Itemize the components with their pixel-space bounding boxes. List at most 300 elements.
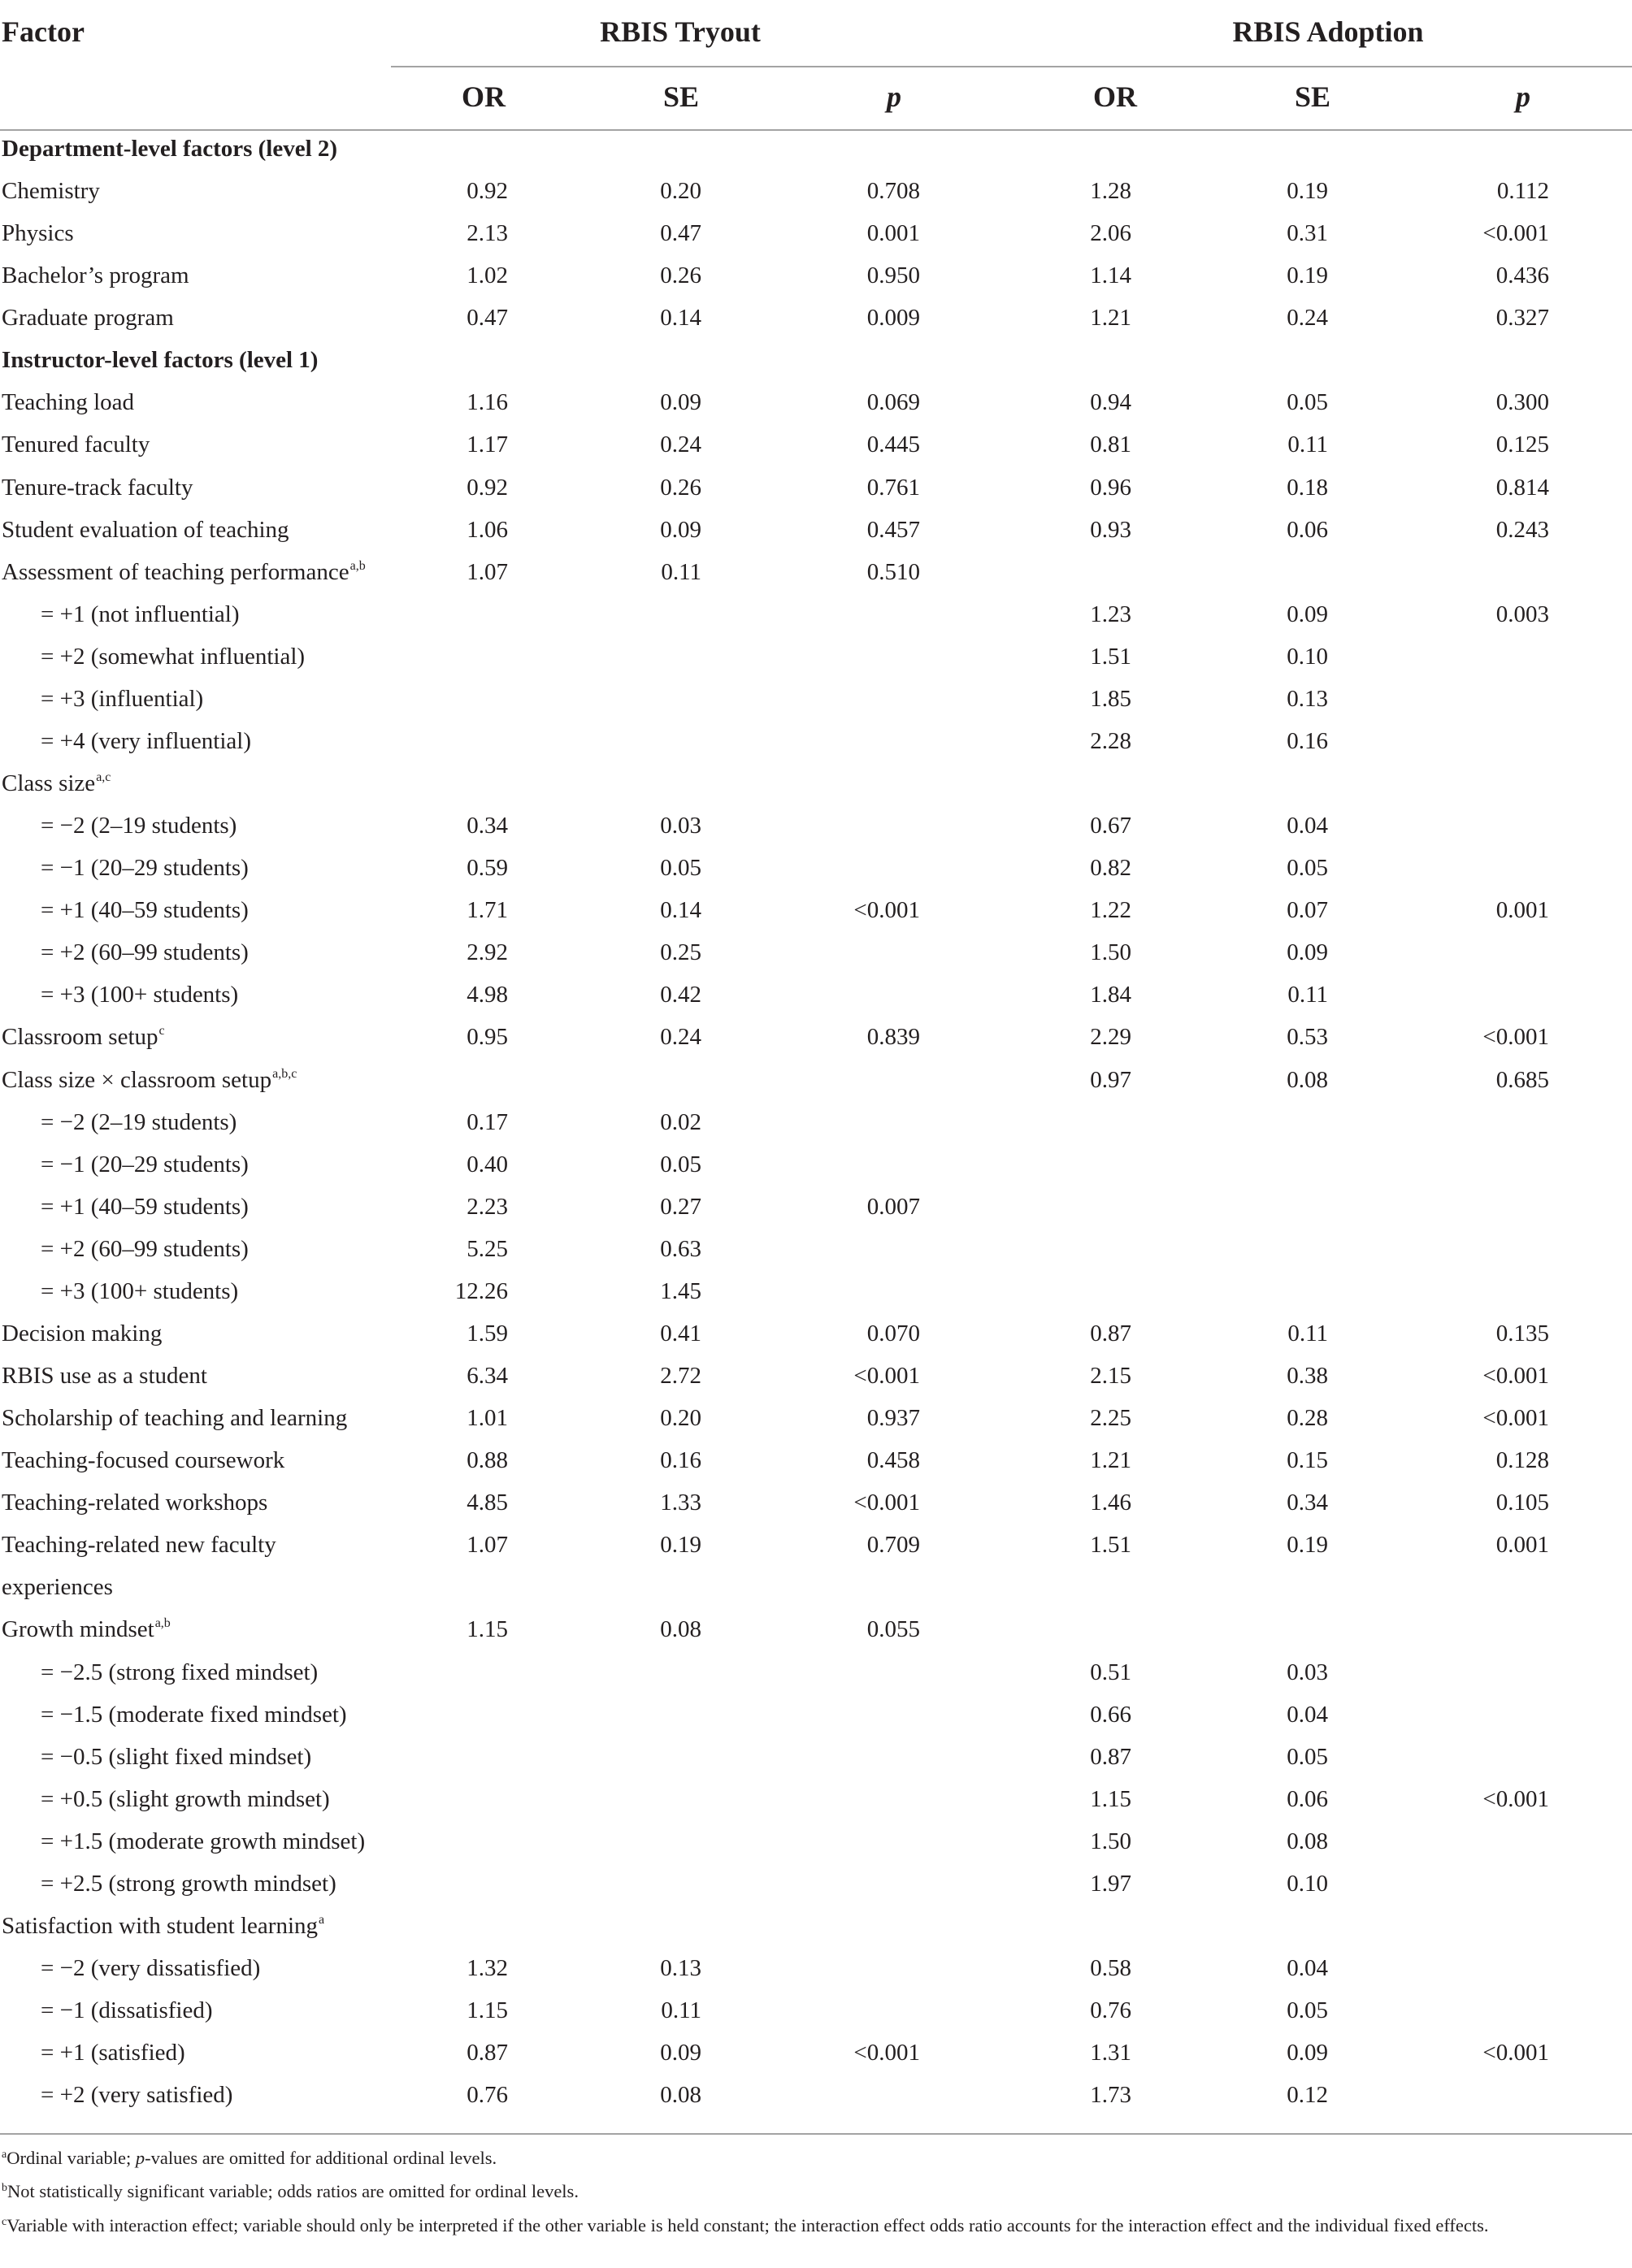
factor-row (0, 762, 1632, 804)
factor-label: Tenure-track faculty (2, 474, 193, 501)
factor-cell (2, 339, 318, 381)
footnote-marker: c (2, 2215, 7, 2228)
factor-cell (41, 1736, 311, 1778)
adoption-p-header: p (1516, 80, 1530, 113)
factor-label: Assessment of teaching performance (2, 558, 349, 585)
adoption-p-value: 0.001 (1495, 1532, 1549, 1559)
ordinal-level-row (0, 804, 1632, 847)
factor-cell (2, 1397, 347, 1439)
factor-cell (41, 593, 240, 635)
level-label: = −1.5 (moderate fixed mindset) (41, 1701, 347, 1728)
ordinal-level-row (0, 593, 1632, 635)
level-label: = +2 (60–99 students) (41, 1235, 249, 1262)
level-label: = −1 (dissatisfied) (41, 1997, 213, 2024)
factor-label: Bachelor’s program (2, 262, 189, 289)
adoption-or-value: 1.51 (1090, 1532, 1131, 1559)
adoption-se-value: 0.09 (1287, 601, 1328, 627)
factor-row (0, 509, 1632, 551)
level-label: = −0.5 (slight fixed mindset) (41, 1743, 312, 1770)
adoption-se-value: 0.24 (1287, 305, 1328, 332)
tryout-p-value: <0.001 (853, 1490, 920, 1516)
factor-row (0, 212, 1632, 254)
factor-cell (41, 804, 237, 847)
adoption-se-value: 0.28 (1287, 1405, 1328, 1432)
factor-label: Teaching load (2, 389, 135, 416)
tryout-se-value: 0.08 (660, 2082, 701, 2109)
level-label: = +1 (40–59 students) (41, 897, 249, 924)
factor-cell (2, 381, 134, 423)
factor-cell (41, 1778, 330, 1820)
level-label: = −1 (20–29 students) (41, 855, 249, 882)
footnote-reference: a,b (154, 1616, 171, 1631)
footnote-a (2, 2143, 1607, 2176)
factor-row (0, 297, 1632, 339)
tryout-se-value: 1.45 (660, 1277, 701, 1304)
factor-column-header: Factor (2, 15, 85, 48)
tryout-or-value: 1.01 (467, 1405, 508, 1432)
adoption-or-value: 1.51 (1090, 643, 1131, 670)
factor-cell (41, 889, 249, 931)
factor-cell (2, 1355, 207, 1397)
tryout-p-value: 0.457 (866, 516, 920, 543)
adoption-p-value: <0.001 (1482, 1024, 1549, 1051)
tryout-p-value: 0.055 (866, 1616, 920, 1643)
adoption-se-value: 0.08 (1287, 1066, 1328, 1093)
factor-row (0, 1481, 1632, 1524)
tryout-or-value: 1.06 (467, 516, 508, 543)
tryout-or-value: 1.59 (467, 1320, 508, 1346)
ordinal-level-row (0, 2032, 1632, 2074)
ordinal-level-row (0, 1693, 1632, 1736)
adoption-se-header: SE (1294, 80, 1331, 113)
level-label: = +1 (40–59 students) (41, 1193, 249, 1220)
level-label: = +1.5 (moderate growth mindset) (41, 1828, 366, 1854)
adoption-se-value: 0.53 (1287, 1024, 1328, 1051)
ordinal-level-row (0, 1143, 1632, 1186)
ordinal-level-row (0, 931, 1632, 974)
footnote-text: -values are omitted for additional ordinal levels. (145, 2148, 497, 2168)
section-heading-row (0, 339, 1632, 381)
tryout-se-value: 0.26 (660, 474, 701, 501)
adoption-p-value: 0.243 (1495, 516, 1549, 543)
adoption-or-value: 0.96 (1090, 474, 1131, 501)
adoption-or-value: 0.82 (1090, 855, 1131, 882)
adoption-or-value: 2.06 (1090, 220, 1131, 247)
tryout-se-value: 0.02 (660, 1108, 701, 1135)
tryout-p-value: 0.009 (866, 305, 920, 332)
adoption-or-value: 0.58 (1090, 1955, 1131, 1981)
factor-cell (2, 297, 174, 339)
ordinal-level-row (0, 1820, 1632, 1863)
adoption-or-value: 1.23 (1090, 601, 1131, 627)
adoption-se-value: 0.10 (1287, 1870, 1328, 1897)
factor-cell (41, 1101, 237, 1143)
factor-cell (2, 128, 337, 170)
tryout-or-value: 1.15 (467, 1616, 508, 1643)
tryout-or-value: 1.15 (467, 1997, 508, 2024)
adoption-p-value: 0.001 (1495, 897, 1549, 924)
ordinal-level-row (0, 1186, 1632, 1228)
footnote-variable: p (135, 2148, 145, 2168)
adoption-p-value: <0.001 (1482, 1785, 1549, 1812)
tryout-se-value: 0.09 (660, 516, 701, 543)
tryout-se-value: 0.13 (660, 1955, 701, 1981)
tryout-or-value: 0.92 (467, 474, 508, 501)
factor-cell (41, 1143, 249, 1186)
factor-cell (41, 1820, 365, 1863)
adoption-p-value: 0.105 (1495, 1490, 1549, 1516)
tryout-or-value: 4.98 (467, 982, 508, 1008)
footnote-b (2, 2176, 1607, 2209)
factor-label: Chemistry (2, 178, 100, 205)
adoption-p-value: <0.001 (1482, 1405, 1549, 1432)
adoption-or-value: 1.84 (1090, 982, 1131, 1008)
adoption-p-value: 0.685 (1495, 1066, 1549, 1093)
factor-row (0, 1524, 1632, 1608)
adoption-or-value: 0.94 (1090, 389, 1131, 416)
tryout-p-value: 0.510 (866, 558, 920, 585)
factor-row (0, 1905, 1632, 1947)
adoption-se-value: 0.04 (1287, 1955, 1328, 1981)
tryout-se-value: 0.27 (660, 1193, 701, 1220)
adoption-or-value: 1.46 (1090, 1490, 1131, 1516)
adoption-or-value: 1.50 (1090, 939, 1131, 966)
tryout-se-value: 1.33 (660, 1490, 701, 1516)
adoption-or-value: 0.97 (1090, 1066, 1131, 1093)
level-label: = +3 (100+ students) (41, 982, 239, 1008)
factor-cell (2, 212, 74, 254)
adoption-p-value: 0.125 (1495, 431, 1549, 458)
adoption-or-header: OR (1093, 80, 1137, 113)
tryout-se-value: 0.41 (660, 1320, 701, 1346)
footnote-c (2, 2210, 1607, 2244)
tryout-p-value: 0.070 (866, 1320, 920, 1346)
factor-row (0, 1016, 1632, 1058)
adoption-se-value: 0.09 (1287, 939, 1328, 966)
adoption-or-value: 1.31 (1090, 2040, 1131, 2066)
factor-label: Decision making (2, 1320, 163, 1346)
tryout-se-value: 0.14 (660, 897, 701, 924)
footnote-marker: b (2, 2182, 7, 2195)
adoption-or-value: 1.28 (1090, 178, 1131, 205)
factor-label: Teaching-related workshops (2, 1490, 268, 1516)
ordinal-level-row (0, 1101, 1632, 1143)
factor-label: Class size (2, 770, 96, 797)
tryout-se-value: 0.14 (660, 305, 701, 332)
tryout-or-value: 0.76 (467, 2082, 508, 2109)
factor-row (0, 1608, 1632, 1650)
adoption-p-value: 0.814 (1495, 474, 1549, 501)
tryout-p-value: 0.708 (866, 178, 920, 205)
table-body (0, 128, 1632, 2117)
level-label: = −2 (2–19 students) (41, 1108, 237, 1135)
adoption-se-value: 0.16 (1287, 727, 1328, 754)
tryout-se-value: 0.05 (660, 855, 701, 882)
tryout-se-value: 0.26 (660, 262, 701, 289)
factor-cell (2, 254, 189, 297)
level-label: = +3 (influential) (41, 685, 204, 712)
factor-row (0, 466, 1632, 509)
factor-cell (41, 974, 238, 1016)
adoption-se-value: 0.19 (1287, 178, 1328, 205)
factor-cell (41, 2074, 232, 2116)
adoption-or-value: 0.76 (1090, 1997, 1131, 2024)
adoption-p-value: 0.327 (1495, 305, 1549, 332)
adoption-p-value: 0.300 (1495, 389, 1549, 416)
adoption-or-value: 1.73 (1090, 2082, 1131, 2109)
adoption-se-value: 0.31 (1287, 220, 1328, 247)
ordinal-level-row (0, 1863, 1632, 1905)
adoption-or-value: 0.87 (1090, 1743, 1131, 1770)
tryout-se-value: 0.11 (661, 1997, 701, 2024)
tryout-or-value: 1.07 (467, 1532, 508, 1559)
factor-row (0, 423, 1632, 466)
adoption-or-value: 1.85 (1090, 685, 1131, 712)
factor-cell (2, 466, 193, 509)
factor-cell (41, 1270, 238, 1312)
factor-cell (41, 1186, 249, 1228)
factor-cell (2, 1905, 324, 1951)
tryout-se-value: 0.42 (660, 982, 701, 1008)
factor-label: Graduate program (2, 305, 174, 332)
ordinal-level-row (0, 2074, 1632, 2116)
factor-row (0, 1355, 1632, 1397)
adoption-or-value: 0.93 (1090, 516, 1131, 543)
ordinal-level-row (0, 1736, 1632, 1778)
factor-label: Classroom setup (2, 1024, 158, 1051)
footnote-reference: a,b,c (272, 1066, 297, 1081)
tryout-group-header: RBIS Tryout (600, 15, 761, 48)
level-label: = −2.5 (strong fixed mindset) (41, 1659, 319, 1685)
tryout-p-value: <0.001 (853, 2040, 920, 2066)
footnote-text: Variable with interaction effect; variable should only be interpreted if the other variable is held constant; the interaction effect odds ratio accounts for the interaction effect and the individual fixed effects. (7, 2214, 1489, 2235)
adoption-p-value: 0.135 (1495, 1320, 1549, 1346)
level-label: = −1 (20–29 students) (41, 1151, 249, 1177)
factor-cell (41, 1651, 318, 1693)
factor-cell (41, 720, 251, 762)
level-label: = +4 (very influential) (41, 727, 251, 754)
tryout-p-value: 0.007 (866, 1193, 920, 1220)
tryout-or-value: 2.92 (467, 939, 508, 966)
factor-label: Scholarship of teaching and learning (2, 1405, 348, 1432)
factor-row (0, 254, 1632, 297)
tryout-p-value: 0.069 (866, 389, 920, 416)
factor-cell (41, 678, 203, 720)
adoption-se-value: 0.06 (1287, 516, 1328, 543)
tryout-or-value: 12.26 (454, 1277, 508, 1304)
tryout-or-value: 2.13 (467, 220, 508, 247)
tryout-p-value: <0.001 (853, 1363, 920, 1390)
factor-label-continued: experiences (2, 1574, 113, 1601)
tryout-p-value: 0.709 (866, 1532, 920, 1559)
tryout-se-value: 0.09 (660, 389, 701, 416)
ordinal-level-row (0, 1947, 1632, 1989)
factor-cell (2, 423, 150, 466)
ordinal-level-row (0, 1778, 1632, 1820)
adoption-or-value: 0.87 (1090, 1320, 1131, 1346)
factor-row (0, 1439, 1632, 1481)
factor-row (0, 1059, 1632, 1101)
tryout-se-value: 0.03 (660, 813, 701, 839)
adoption-p-value: <0.001 (1482, 220, 1549, 247)
factor-cell (41, 931, 249, 974)
adoption-p-value: 0.436 (1495, 262, 1549, 289)
adoption-se-value: 0.12 (1287, 2082, 1328, 2109)
level-label: = +2 (60–99 students) (41, 939, 249, 966)
adoption-se-value: 0.04 (1287, 1701, 1328, 1728)
factor-cell (2, 762, 111, 809)
factor-cell (41, 1228, 249, 1270)
ordinal-level-row (0, 678, 1632, 720)
section-heading: Instructor-level factors (level 1) (2, 347, 319, 374)
adoption-or-value: 1.50 (1090, 1828, 1131, 1854)
factor-cell (2, 1016, 165, 1062)
adoption-or-value: 0.81 (1090, 431, 1131, 458)
factor-cell (41, 847, 249, 889)
footnote-text: Not statistically significant variable; odds ratios are omitted for ordinal levels. (7, 2181, 579, 2202)
tryout-or-value: 1.02 (467, 262, 508, 289)
footnote-text: Ordinal variable; (7, 2148, 136, 2168)
adoption-or-value: 2.15 (1090, 1363, 1131, 1390)
tryout-or-value: 5.25 (467, 1235, 508, 1262)
ordinal-level-row (0, 1270, 1632, 1312)
factor-cell (41, 1947, 260, 1989)
tryout-p-value: 0.937 (866, 1405, 920, 1432)
tryout-se-header: SE (662, 80, 700, 113)
adoption-se-value: 0.38 (1287, 1363, 1328, 1390)
table-footnotes (0, 2143, 1607, 2244)
adoption-or-value: 2.25 (1090, 1405, 1131, 1432)
tryout-or-value: 0.95 (467, 1024, 508, 1051)
section-heading-row (0, 128, 1632, 170)
factor-cell (2, 509, 289, 551)
adoption-or-value: 1.97 (1090, 1870, 1131, 1897)
factor-row (0, 551, 1632, 593)
tryout-or-value: 2.23 (467, 1193, 508, 1220)
tryout-or-value: 1.17 (467, 431, 508, 458)
footnote-reference: a,b (349, 558, 366, 573)
ordinal-level-row (0, 974, 1632, 1016)
adoption-p-value: <0.001 (1482, 2040, 1549, 2066)
adoption-or-value: 0.51 (1090, 1659, 1131, 1685)
tryout-p-value: 0.839 (866, 1024, 920, 1051)
factor-cell (2, 1312, 162, 1355)
ordinal-level-row (0, 720, 1632, 762)
tryout-se-value: 0.24 (660, 431, 701, 458)
adoption-se-value: 0.10 (1287, 643, 1328, 670)
adoption-se-value: 0.19 (1287, 262, 1328, 289)
adoption-p-value: 0.003 (1495, 601, 1549, 627)
tryout-or-value: 1.07 (467, 558, 508, 585)
adoption-se-value: 0.05 (1287, 1997, 1328, 2024)
level-label: = +2 (very satisfied) (41, 2082, 233, 2109)
tryout-or-value: 0.40 (467, 1151, 508, 1177)
factor-cell (41, 1989, 213, 2032)
tryout-p-value: 0.001 (866, 220, 920, 247)
factor-row (0, 381, 1632, 423)
adoption-se-value: 0.05 (1287, 855, 1328, 882)
tryout-or-value: 1.16 (467, 389, 508, 416)
tryout-se-value: 0.05 (660, 1151, 701, 1177)
factor-cell (2, 1059, 297, 1105)
tryout-se-value: 0.25 (660, 939, 701, 966)
level-label: = +1 (not influential) (41, 601, 240, 627)
factor-label: Tenured faculty (2, 431, 150, 458)
ordinal-level-row (0, 635, 1632, 678)
factor-label: Teaching-focused coursework (2, 1447, 285, 1474)
tryout-se-value: 0.63 (660, 1235, 701, 1262)
tryout-se-value: 2.72 (660, 1363, 701, 1390)
level-label: = +2.5 (strong growth mindset) (41, 1870, 336, 1897)
level-label: = +2 (somewhat influential) (41, 643, 306, 670)
adoption-group-header: RBIS Adoption (1232, 15, 1424, 48)
level-label: = −2 (very dissatisfied) (41, 1955, 261, 1981)
factor-cell (2, 1608, 171, 1654)
tryout-se-value: 0.20 (660, 178, 701, 205)
adoption-p-value: 0.128 (1495, 1447, 1549, 1474)
adoption-p-value: <0.001 (1482, 1363, 1549, 1390)
adoption-se-value: 0.11 (1287, 982, 1328, 1008)
tryout-se-value: 0.47 (660, 220, 701, 247)
tryout-p-value: 0.458 (866, 1447, 920, 1474)
tryout-or-value: 1.71 (467, 897, 508, 924)
ordinal-level-row (0, 889, 1632, 931)
adoption-or-value: 1.15 (1090, 1785, 1131, 1812)
tryout-p-header: p (887, 80, 901, 113)
adoption-se-value: 0.18 (1287, 474, 1328, 501)
adoption-or-value: 0.66 (1090, 1701, 1131, 1728)
section-heading: Department-level factors (level 2) (2, 136, 338, 162)
adoption-or-value: 1.21 (1090, 1447, 1131, 1474)
tryout-p-value: 0.950 (866, 262, 920, 289)
factor-cell (41, 1863, 336, 1905)
adoption-se-value: 0.05 (1287, 389, 1328, 416)
tryout-p-value: 0.761 (866, 474, 920, 501)
table-bottom-rule (0, 2133, 1632, 2135)
factor-cell (41, 635, 305, 678)
adoption-or-value: 0.67 (1090, 813, 1131, 839)
adoption-or-value: 1.14 (1090, 262, 1131, 289)
footnote-marker: a (2, 2149, 7, 2161)
factor-cell (2, 1439, 284, 1481)
factor-label: Satisfaction with student learning (2, 1912, 319, 1939)
ordinal-level-row (0, 847, 1632, 889)
group-header-rule (391, 66, 1632, 67)
ordinal-level-row (0, 1989, 1632, 2032)
tryout-or-value: 0.34 (467, 813, 508, 839)
adoption-se-value: 0.09 (1287, 2040, 1328, 2066)
factor-cell (2, 1481, 267, 1524)
factor-row (0, 170, 1632, 212)
adoption-p-value: 0.112 (1496, 178, 1549, 205)
adoption-se-value: 0.03 (1287, 1659, 1328, 1685)
tryout-se-value: 0.11 (661, 558, 701, 585)
factor-label: Class size × classroom setup (2, 1066, 272, 1093)
factor-cell (41, 2032, 185, 2074)
adoption-or-value: 1.22 (1090, 897, 1131, 924)
tryout-or-value: 0.88 (467, 1447, 508, 1474)
tryout-or-value: 6.34 (467, 1363, 508, 1390)
factor-cell (2, 170, 100, 212)
tryout-se-value: 0.19 (660, 1532, 701, 1559)
tryout-or-header: OR (462, 80, 506, 113)
ordinal-level-row (0, 1651, 1632, 1693)
tryout-or-value: 0.59 (467, 855, 508, 882)
adoption-se-value: 0.11 (1287, 431, 1328, 458)
adoption-se-value: 0.04 (1287, 813, 1328, 839)
factor-cell (2, 1524, 276, 1608)
adoption-se-value: 0.15 (1287, 1447, 1328, 1474)
